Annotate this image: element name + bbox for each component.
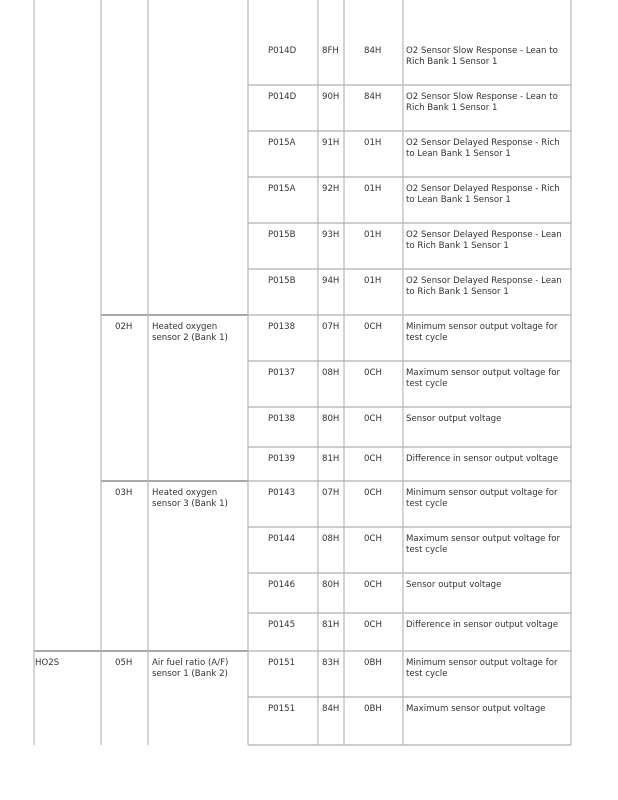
test-limit-id-cell: 8FH	[322, 46, 339, 56]
description-cell: Maximum sensor output voltage for test cycle	[406, 534, 561, 555]
test-limit-id-cell: 94H	[322, 276, 340, 286]
description-cell: O2 Sensor Slow Response - Lean to Rich Bank 1 Sensor 1	[406, 92, 558, 113]
dtc-code-cell: P0137	[268, 368, 296, 378]
description-cell: O2 Sensor Slow Response - Lean to Rich Bank 1 Sensor 1	[406, 46, 558, 67]
dtc-code-cell: P015B	[268, 230, 296, 240]
component-description-cell: Air fuel ratio (A/F) sensor 1 (Bank 2)	[152, 658, 229, 679]
component-description-cell: Heated oxygen sensor 3 (Bank 1)	[152, 488, 228, 509]
dtc-code-cell: P0151	[268, 704, 296, 714]
unit-id-cell: 01H	[364, 138, 382, 148]
description-cell: Minimum sensor output voltage for test cycle	[406, 322, 558, 343]
dtc-code-cell: P015B	[268, 276, 296, 286]
test-limit-id-cell: 08H	[322, 368, 340, 378]
description-cell: Sensor output voltage	[406, 580, 502, 590]
component-id-cell: 02H	[115, 322, 133, 332]
test-limit-id-cell: 08H	[322, 534, 340, 544]
dtc-code-cell: P0138	[268, 322, 296, 332]
description-cell: Minimum sensor output voltage for test cycle	[406, 488, 558, 509]
component-description-cell: Heated oxygen sensor 2 (Bank 1)	[152, 322, 228, 343]
unit-id-cell: 84H	[364, 92, 382, 102]
unit-id-cell: 0CH	[364, 534, 382, 544]
test-limit-id-cell: 83H	[322, 658, 340, 668]
description-cell: Maximum sensor output voltage for test cycle	[406, 368, 561, 389]
unit-id-cell: 0CH	[364, 580, 382, 590]
test-limit-id-cell: 90H	[322, 92, 340, 102]
dtc-code-cell: P0145	[268, 620, 296, 630]
dtc-code-cell: P0146	[268, 580, 296, 590]
unit-id-cell: 0CH	[364, 368, 382, 378]
unit-id-cell: 0CH	[364, 620, 382, 630]
test-limit-id-cell: 84H	[322, 704, 340, 714]
dtc-code-cell: P014D	[268, 46, 297, 56]
dtc-code-cell: P015A	[268, 184, 296, 194]
description-cell: Minimum sensor output voltage for test cycle	[406, 658, 558, 679]
dtc-code-cell: P0151	[268, 658, 296, 668]
unit-id-cell: 01H	[364, 230, 382, 240]
description-cell: Difference in sensor output voltage	[406, 454, 558, 464]
test-id-cell: HO2S	[35, 658, 60, 668]
test-limit-id-cell: 92H	[322, 184, 340, 194]
unit-id-cell: 84H	[364, 46, 382, 56]
test-limit-id-cell: 07H	[322, 322, 340, 332]
test-limit-id-cell: 80H	[322, 414, 340, 424]
unit-id-cell: 0BH	[364, 658, 382, 668]
description-cell: Sensor output voltage	[406, 414, 502, 424]
description-cell: O2 Sensor Delayed Response - Lean to Rich Bank 1 Sensor 1	[406, 230, 562, 251]
test-limit-id-cell: 80H	[322, 580, 340, 590]
unit-id-cell: 0CH	[364, 454, 382, 464]
dtc-code-cell: P0139	[268, 454, 296, 464]
description-cell: Difference in sensor output voltage	[406, 620, 558, 630]
test-limit-id-cell: 91H	[322, 138, 340, 148]
test-limit-id-cell: 81H	[322, 620, 340, 630]
dtc-code-cell: P0144	[268, 534, 296, 544]
unit-id-cell: 01H	[364, 276, 382, 286]
dtc-code-cell: P015A	[268, 138, 296, 148]
unit-id-cell: 01H	[364, 184, 382, 194]
dtc-code-cell: P0138	[268, 414, 296, 424]
dtc-code-cell: P0143	[268, 488, 296, 498]
description-cell: O2 Sensor Delayed Response - Rich to Lean Bank 1 Sensor 1	[406, 184, 560, 205]
test-limit-id-cell: 07H	[322, 488, 340, 498]
component-id-cell: 03H	[115, 488, 133, 498]
description-cell: O2 Sensor Delayed Response - Rich to Lean Bank 1 Sensor 1	[406, 138, 560, 159]
unit-id-cell: 0CH	[364, 322, 382, 332]
dtc-code-cell: P014D	[268, 92, 297, 102]
test-limit-id-cell: 81H	[322, 454, 340, 464]
component-id-cell: 05H	[115, 658, 133, 668]
unit-id-cell: 0CH	[364, 488, 382, 498]
test-limit-id-cell: 93H	[322, 230, 340, 240]
unit-id-cell: 0BH	[364, 704, 382, 714]
description-cell: Maximum sensor output voltage	[406, 704, 546, 714]
unit-id-cell: 0CH	[364, 414, 382, 424]
description-cell: O2 Sensor Delayed Response - Lean to Rich Bank 1 Sensor 1	[406, 276, 562, 297]
